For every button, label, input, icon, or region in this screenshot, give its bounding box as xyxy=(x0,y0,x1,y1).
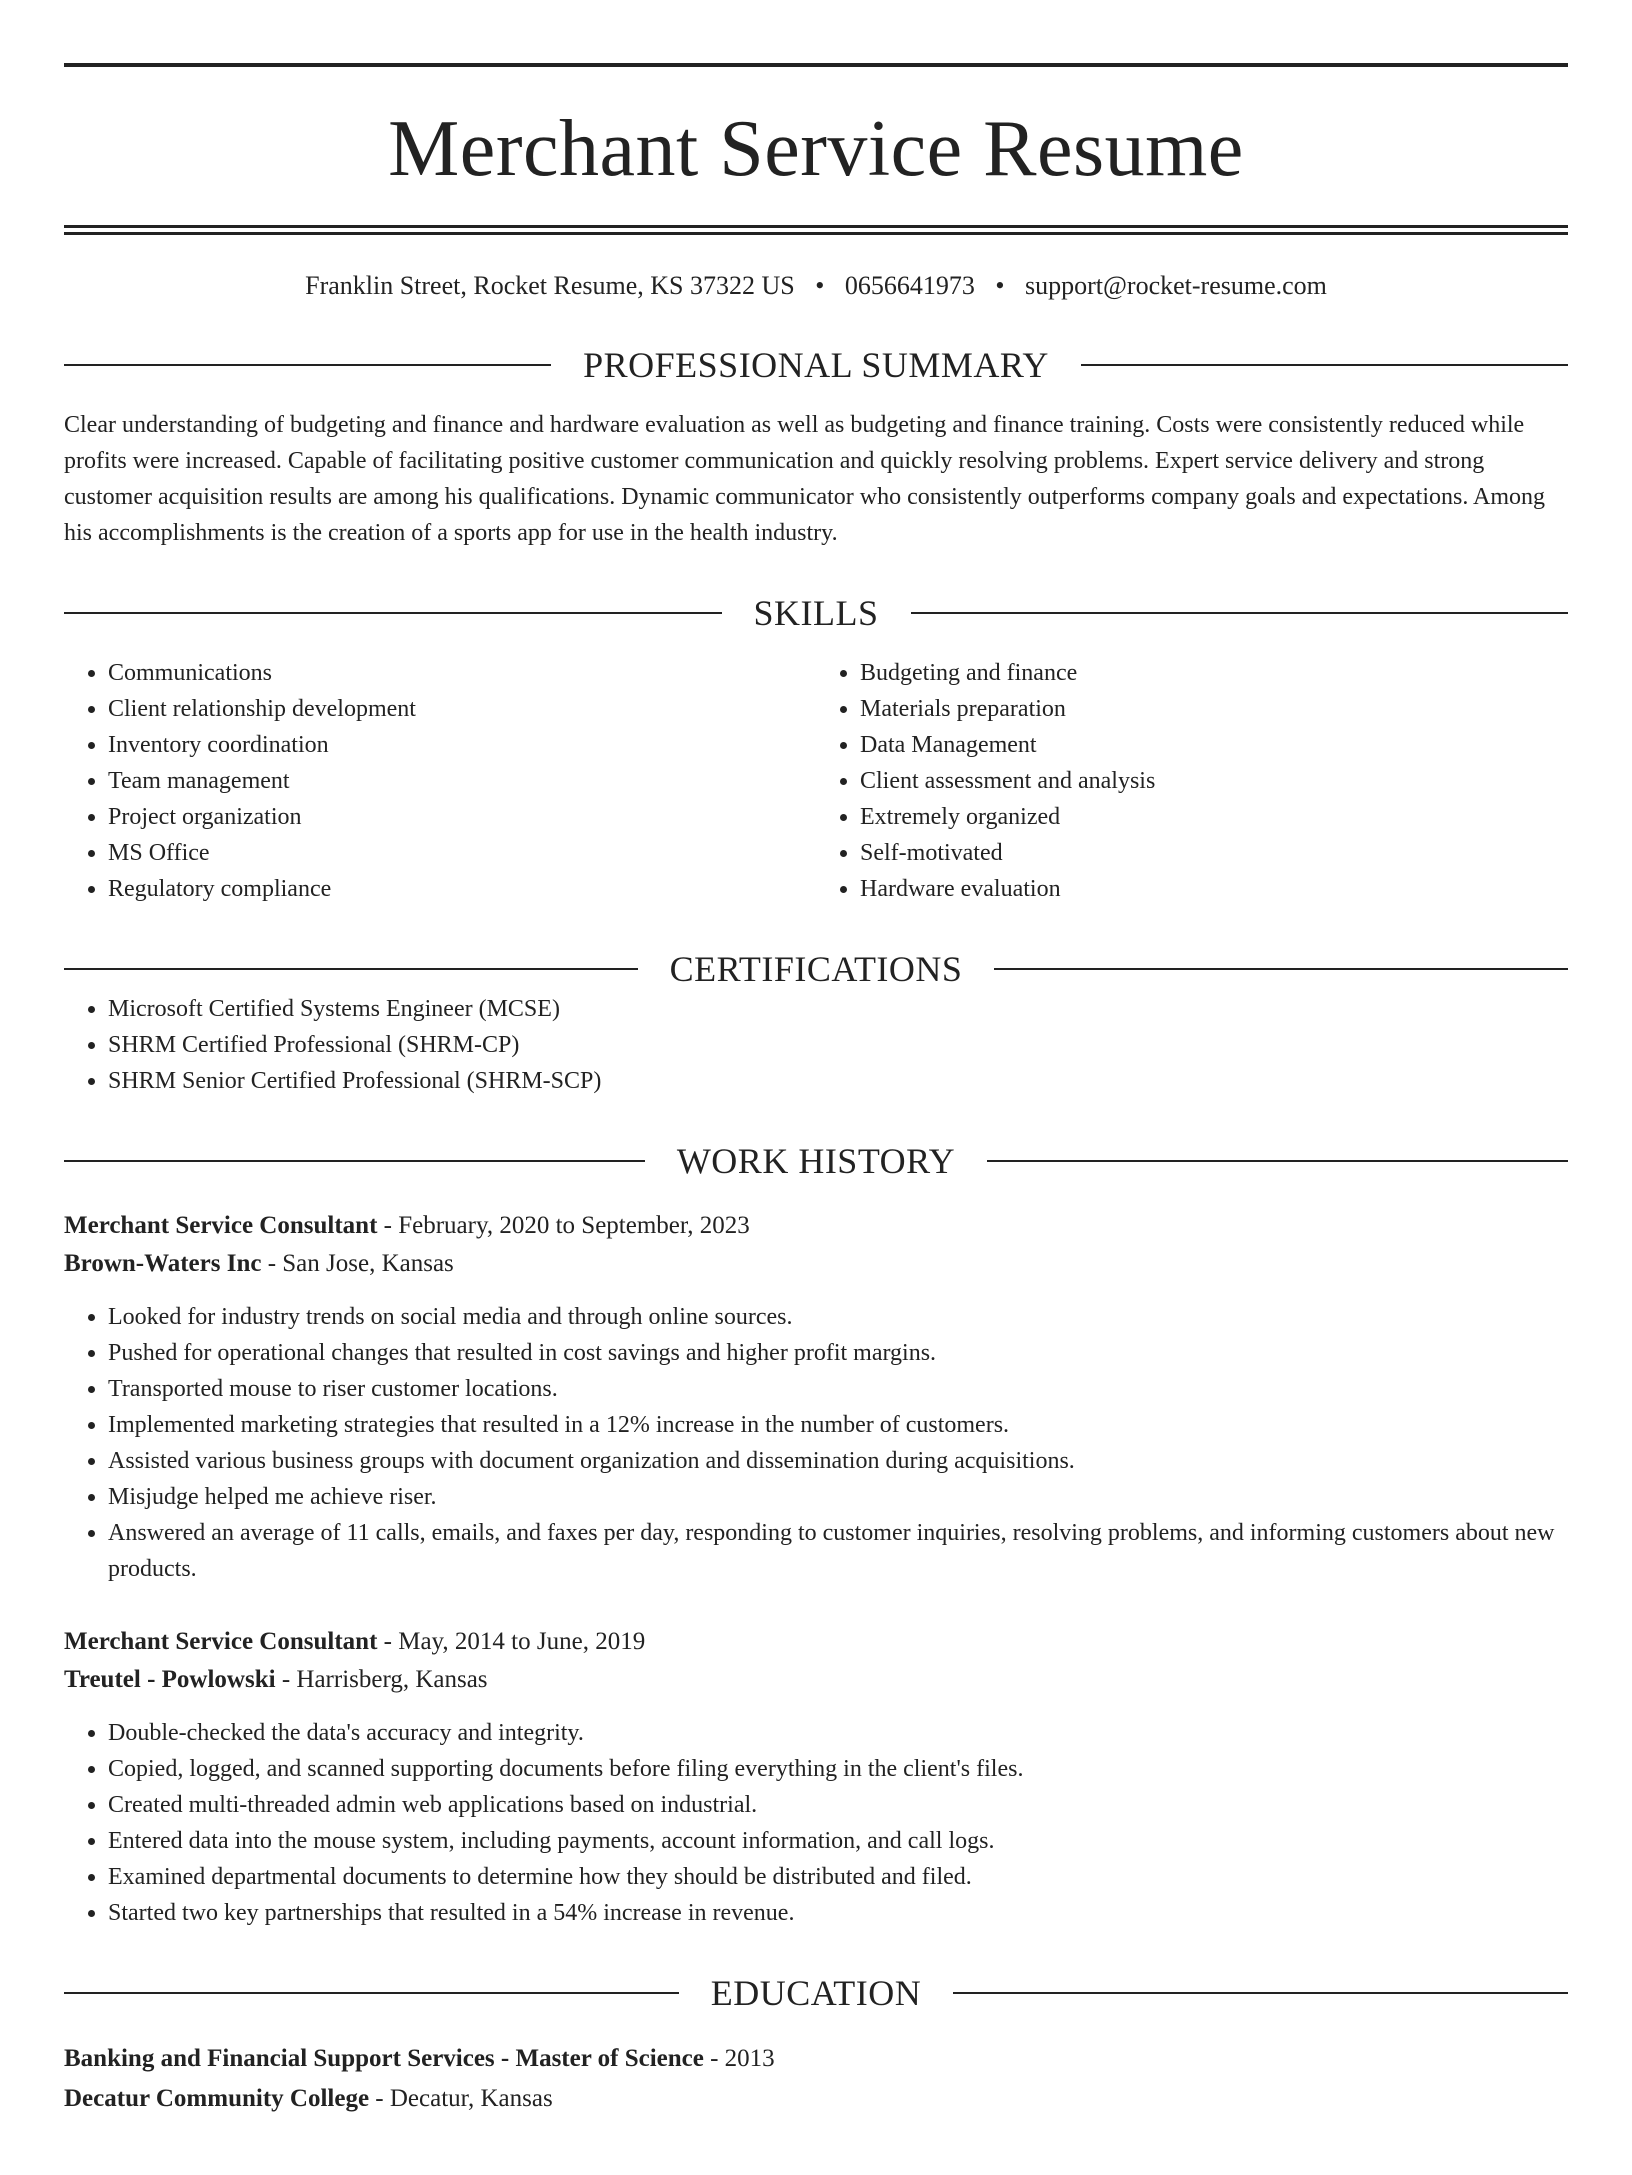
job-duties-list xyxy=(64,1715,1568,1931)
section-rule xyxy=(911,612,1569,614)
contact-phone: 0656641973 xyxy=(844,271,975,300)
contact-separator: • xyxy=(995,271,1005,300)
skills-grid xyxy=(64,655,1568,907)
education-school: Decatur Community College xyxy=(64,2085,370,2112)
title-double-rule xyxy=(64,225,1568,235)
job-duty-item: • Copied, logged, and scanned supporting documents before filing everything in the client's files. xyxy=(108,1751,1568,1787)
section-title-summary: PROFESSIONAL SUMMARY xyxy=(583,345,1049,385)
job-title-line xyxy=(64,1623,1568,1661)
contact-email: support@rocket-resume.com xyxy=(1024,271,1327,300)
contact-line xyxy=(64,269,1568,303)
job-title: Merchant Service Consultant xyxy=(64,1628,378,1655)
resume-title: Merchant Service Resume xyxy=(388,105,1244,193)
skill-item: • Self-motivated xyxy=(860,835,1568,871)
education-degree: Banking and Financial Support Services - Master of Science xyxy=(64,2045,704,2072)
skill-item: • Inventory coordination xyxy=(108,727,816,763)
summary-text: Clear understanding of budgeting and finance and hardware evaluation as well as budgeting and finance training. Costs were consistently reduced while profits were increased. Capable of facilitating positive customer communication and quickly resolving problems. Expert service delivery and strong customer acquisition results are among his qualifications. Dynamic communicator who consistently outperforms company goals and expectations. Among his accomplishments is the creation of a sports app for use in the health industry. xyxy=(64,412,1546,546)
section-header-skills xyxy=(64,591,1568,635)
education-year: - 2013 xyxy=(703,2045,775,2072)
top-rule xyxy=(64,63,1568,67)
section-rule xyxy=(64,968,638,970)
section-rule xyxy=(64,364,551,366)
job-duties-list xyxy=(64,1299,1568,1587)
skill-item: • Team management xyxy=(108,763,816,799)
education-entry xyxy=(64,2039,1568,2119)
job-duty-item: • Double-checked the data's accuracy and integrity. xyxy=(108,1715,1568,1751)
job-title: Merchant Service Consultant xyxy=(64,1212,378,1239)
job-duty-item: • Created multi-threaded admin web applications based on industrial. xyxy=(108,1787,1568,1823)
certifications-list xyxy=(64,991,1568,1099)
resume-page xyxy=(0,63,1632,2175)
job-duty-item: • Looked for industry trends on social media and through online sources. xyxy=(108,1299,1568,1335)
section-title-education: EDUCATION xyxy=(710,1973,922,2013)
job-duty-item: • Implemented marketing strategies that resulted in a 12% increase in the number of customers. xyxy=(108,1407,1568,1443)
job-dates: - February, 2020 to September, 2023 xyxy=(377,1212,750,1239)
education-school-line xyxy=(64,2079,1568,2119)
skills-list-right xyxy=(816,655,1568,907)
job-duty-item: • Assisted various business groups with document organization and dissemination during acquisitions. xyxy=(108,1443,1568,1479)
job-duty-item: • Pushed for operational changes that resulted in cost savings and higher profit margins. xyxy=(108,1335,1568,1371)
skill-item: • Client relationship development xyxy=(108,691,816,727)
job-location: - San Jose, Kansas xyxy=(261,1250,454,1277)
job-company-line xyxy=(64,1661,1568,1699)
skill-item: • Hardware evaluation xyxy=(860,871,1568,907)
job-company: Treutel - Powlowski xyxy=(64,1666,276,1693)
section-title-certifications: CERTIFICATIONS xyxy=(669,949,963,989)
section-rule xyxy=(994,968,1568,970)
section-header-summary xyxy=(64,343,1568,387)
skill-item: • Materials preparation xyxy=(860,691,1568,727)
section-rule xyxy=(1081,364,1568,366)
skill-item: • Communications xyxy=(108,655,816,691)
skill-item: • MS Office xyxy=(108,835,816,871)
certification-item: • SHRM Certified Professional (SHRM-CP) xyxy=(108,1027,1568,1063)
section-rule xyxy=(64,1992,679,1994)
job-duty-item: • Entered data into the mouse system, including payments, account information, and call logs. xyxy=(108,1823,1568,1859)
section-rule xyxy=(987,1160,1568,1162)
skills-column-left xyxy=(64,655,816,907)
skill-item: • Regulatory compliance xyxy=(108,871,816,907)
job-dates: - May, 2014 to June, 2019 xyxy=(377,1628,646,1655)
skill-item: • Extremely organized xyxy=(860,799,1568,835)
contact-separator: • xyxy=(815,271,825,300)
skill-item: • Client assessment and analysis xyxy=(860,763,1568,799)
job-entry xyxy=(64,1207,1568,1587)
section-rule xyxy=(64,612,722,614)
job-company-line xyxy=(64,1245,1568,1283)
contact-address: Franklin Street, Rocket Resume, KS 37322 US xyxy=(305,271,795,300)
section-rule xyxy=(953,1992,1568,1994)
skill-item: • Data Management xyxy=(860,727,1568,763)
job-duty-item: • Examined departmental documents to determine how they should be distributed and filed. xyxy=(108,1859,1568,1895)
skill-item: • Budgeting and finance xyxy=(860,655,1568,691)
education-location: - Decatur, Kansas xyxy=(369,2085,553,2112)
skill-item: • Project organization xyxy=(108,799,816,835)
section-rule xyxy=(64,1160,645,1162)
job-duty-item: • Misjudge helped me achieve riser. xyxy=(108,1479,1568,1515)
job-company: Brown-Waters Inc xyxy=(64,1250,262,1277)
job-duty-item: • Transported mouse to riser customer locations. xyxy=(108,1371,1568,1407)
section-title-work: WORK HISTORY xyxy=(676,1141,956,1181)
skills-list-left xyxy=(64,655,816,907)
job-duty-item: • Started two key partnerships that resulted in a 54% increase in revenue. xyxy=(108,1895,1568,1931)
education-degree-line xyxy=(64,2039,1568,2079)
section-header-certifications xyxy=(64,947,1568,991)
certification-item: • SHRM Senior Certified Professional (SHRM-SCP) xyxy=(108,1063,1568,1099)
section-title-skills: SKILLS xyxy=(753,593,879,633)
job-duty-item: • Answered an average of 11 calls, emails, and faxes per day, responding to customer inquiries, resolving problems, and informing customers about new products. xyxy=(108,1515,1568,1587)
job-title-line xyxy=(64,1207,1568,1245)
job-location: - Harrisberg, Kansas xyxy=(275,1666,488,1693)
certification-item: • Microsoft Certified Systems Engineer (MCSE) xyxy=(108,991,1568,1027)
skills-column-right xyxy=(816,655,1568,907)
section-header-education xyxy=(64,1971,1568,2015)
section-header-work xyxy=(64,1139,1568,1183)
job-entry xyxy=(64,1623,1568,1931)
